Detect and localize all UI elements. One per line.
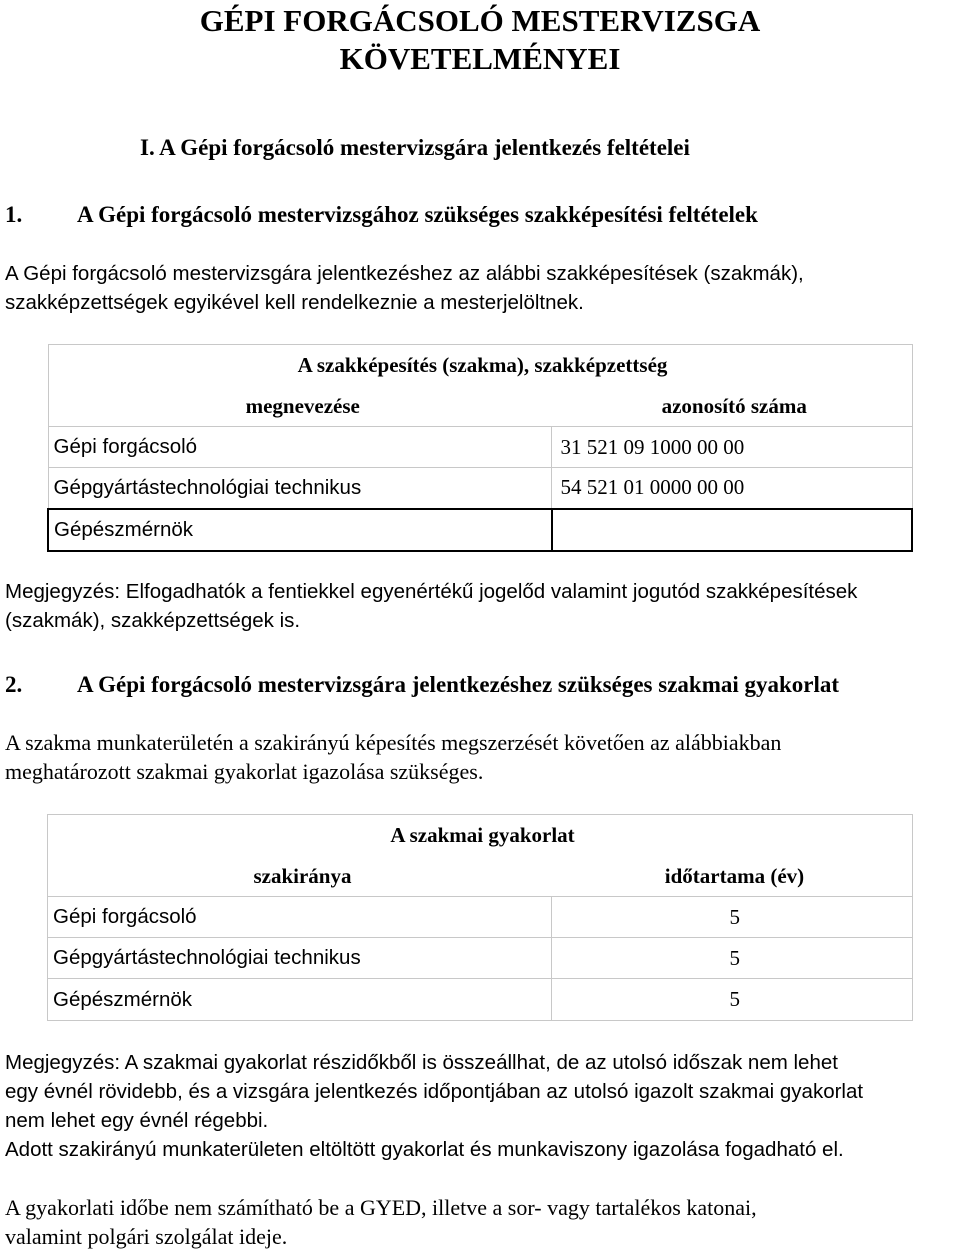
- table-row: [48, 897, 913, 938]
- practice-field: Gépészmérnök: [48, 979, 552, 1021]
- note-1: [5, 577, 955, 635]
- title-line-2: KÖVETELMÉNYEI: [339, 41, 621, 76]
- paragraph-line: A szakma munkaterületén a szakirányú képesítés megszerzését követően az alábbiakban: [5, 730, 782, 755]
- table-row: [48, 468, 912, 509]
- qualification-name: Gépi forgácsoló: [48, 427, 552, 468]
- final-paragraph: [5, 1193, 955, 1251]
- column-header-id: azonosító száma: [552, 387, 912, 427]
- note-line: egy évnél rövidebb, és a vizsgára jelentkezés időpontjában az utolsó igazolt szakmai gyakorlat: [5, 1080, 864, 1103]
- practice-field: Gépi forgácsoló: [48, 897, 552, 938]
- note-2: [5, 1048, 955, 1164]
- column-header-field: szakiránya: [48, 857, 552, 897]
- subsection-2-paragraph: [5, 728, 955, 786]
- practice-years: 5: [552, 938, 913, 979]
- qualification-name: Gépgyártástechnológiai technikus: [48, 468, 552, 509]
- paragraph-line: meghatározott szakmai gyakorlat igazolása szükséges.: [5, 759, 484, 784]
- qualification-id: [552, 509, 912, 551]
- qualifications-table: [47, 344, 913, 552]
- table-row: [48, 938, 913, 979]
- column-header-duration: időtartama (év): [552, 857, 913, 897]
- subsection-1-heading: A Gépi forgácsoló mestervizsgához szükséges szakképesítési feltételek: [77, 202, 758, 227]
- subsection-2-number: 2.: [5, 672, 23, 697]
- document-title: [0, 2, 960, 78]
- column-header-name: megnevezése: [48, 387, 552, 427]
- paragraph-line: A Gépi forgácsoló mestervizsgára jelentkezéshez az alábbi szakképesítések (szakmák),: [5, 262, 804, 285]
- table-header: A szakképesítés (szakma), szakképzettség: [48, 345, 912, 387]
- practice-years: 5: [552, 979, 913, 1021]
- final-line: A gyakorlati időbe nem számítható be a GYED, illetve a sor- vagy tartalékos katonai,: [5, 1195, 757, 1220]
- table-row: [48, 427, 912, 468]
- note-line: (szakmák), szakképzettségek is.: [5, 609, 301, 632]
- note-line: Adott szakirányú munkaterületen eltöltött gyakorlat és munkaviszony igazolása fogadható el.: [5, 1138, 844, 1161]
- note-line: nem lehet egy évnél régebbi.: [5, 1109, 269, 1132]
- final-line: valamint polgári szolgálat ideje.: [5, 1224, 288, 1249]
- practice-table: [47, 814, 913, 1021]
- title-line-1: GÉPI FORGÁCSOLÓ MESTERVIZSGA: [199, 3, 761, 38]
- subsection-1-number: 1.: [5, 202, 23, 227]
- note-line: Megjegyzés: A szakmai gyakorlat részidőkből is összeállhat, de az utolsó időszak nem lehet: [5, 1051, 838, 1074]
- section-heading: I. A Gépi forgácsoló mestervizsgára jelentkezés feltételei: [140, 135, 690, 160]
- subsection-1-paragraph: [5, 259, 955, 317]
- subsection-2-heading: A Gépi forgácsoló mestervizsgára jelentkezéshez szükséges szakmai gyakorlat: [77, 672, 840, 697]
- table-row: [48, 979, 913, 1021]
- qualification-id: 54 521 01 0000 00 00: [552, 468, 912, 509]
- qualification-name: Gépészmérnök: [48, 509, 552, 551]
- practice-field: Gépgyártástechnológiai technikus: [48, 938, 552, 979]
- qualification-id: 31 521 09 1000 00 00: [552, 427, 912, 468]
- practice-years: 5: [552, 897, 913, 938]
- note-line: Megjegyzés: Elfogadhatók a fentiekkel egyenértékű jogelőd valamint jogutód szakképesítések: [5, 580, 858, 603]
- table-row: [48, 509, 912, 551]
- table-header: A szakmai gyakorlat: [48, 815, 913, 857]
- paragraph-line: szakképzettségek egyikével kell rendelkeznie a mesterjelöltnek.: [5, 291, 584, 314]
